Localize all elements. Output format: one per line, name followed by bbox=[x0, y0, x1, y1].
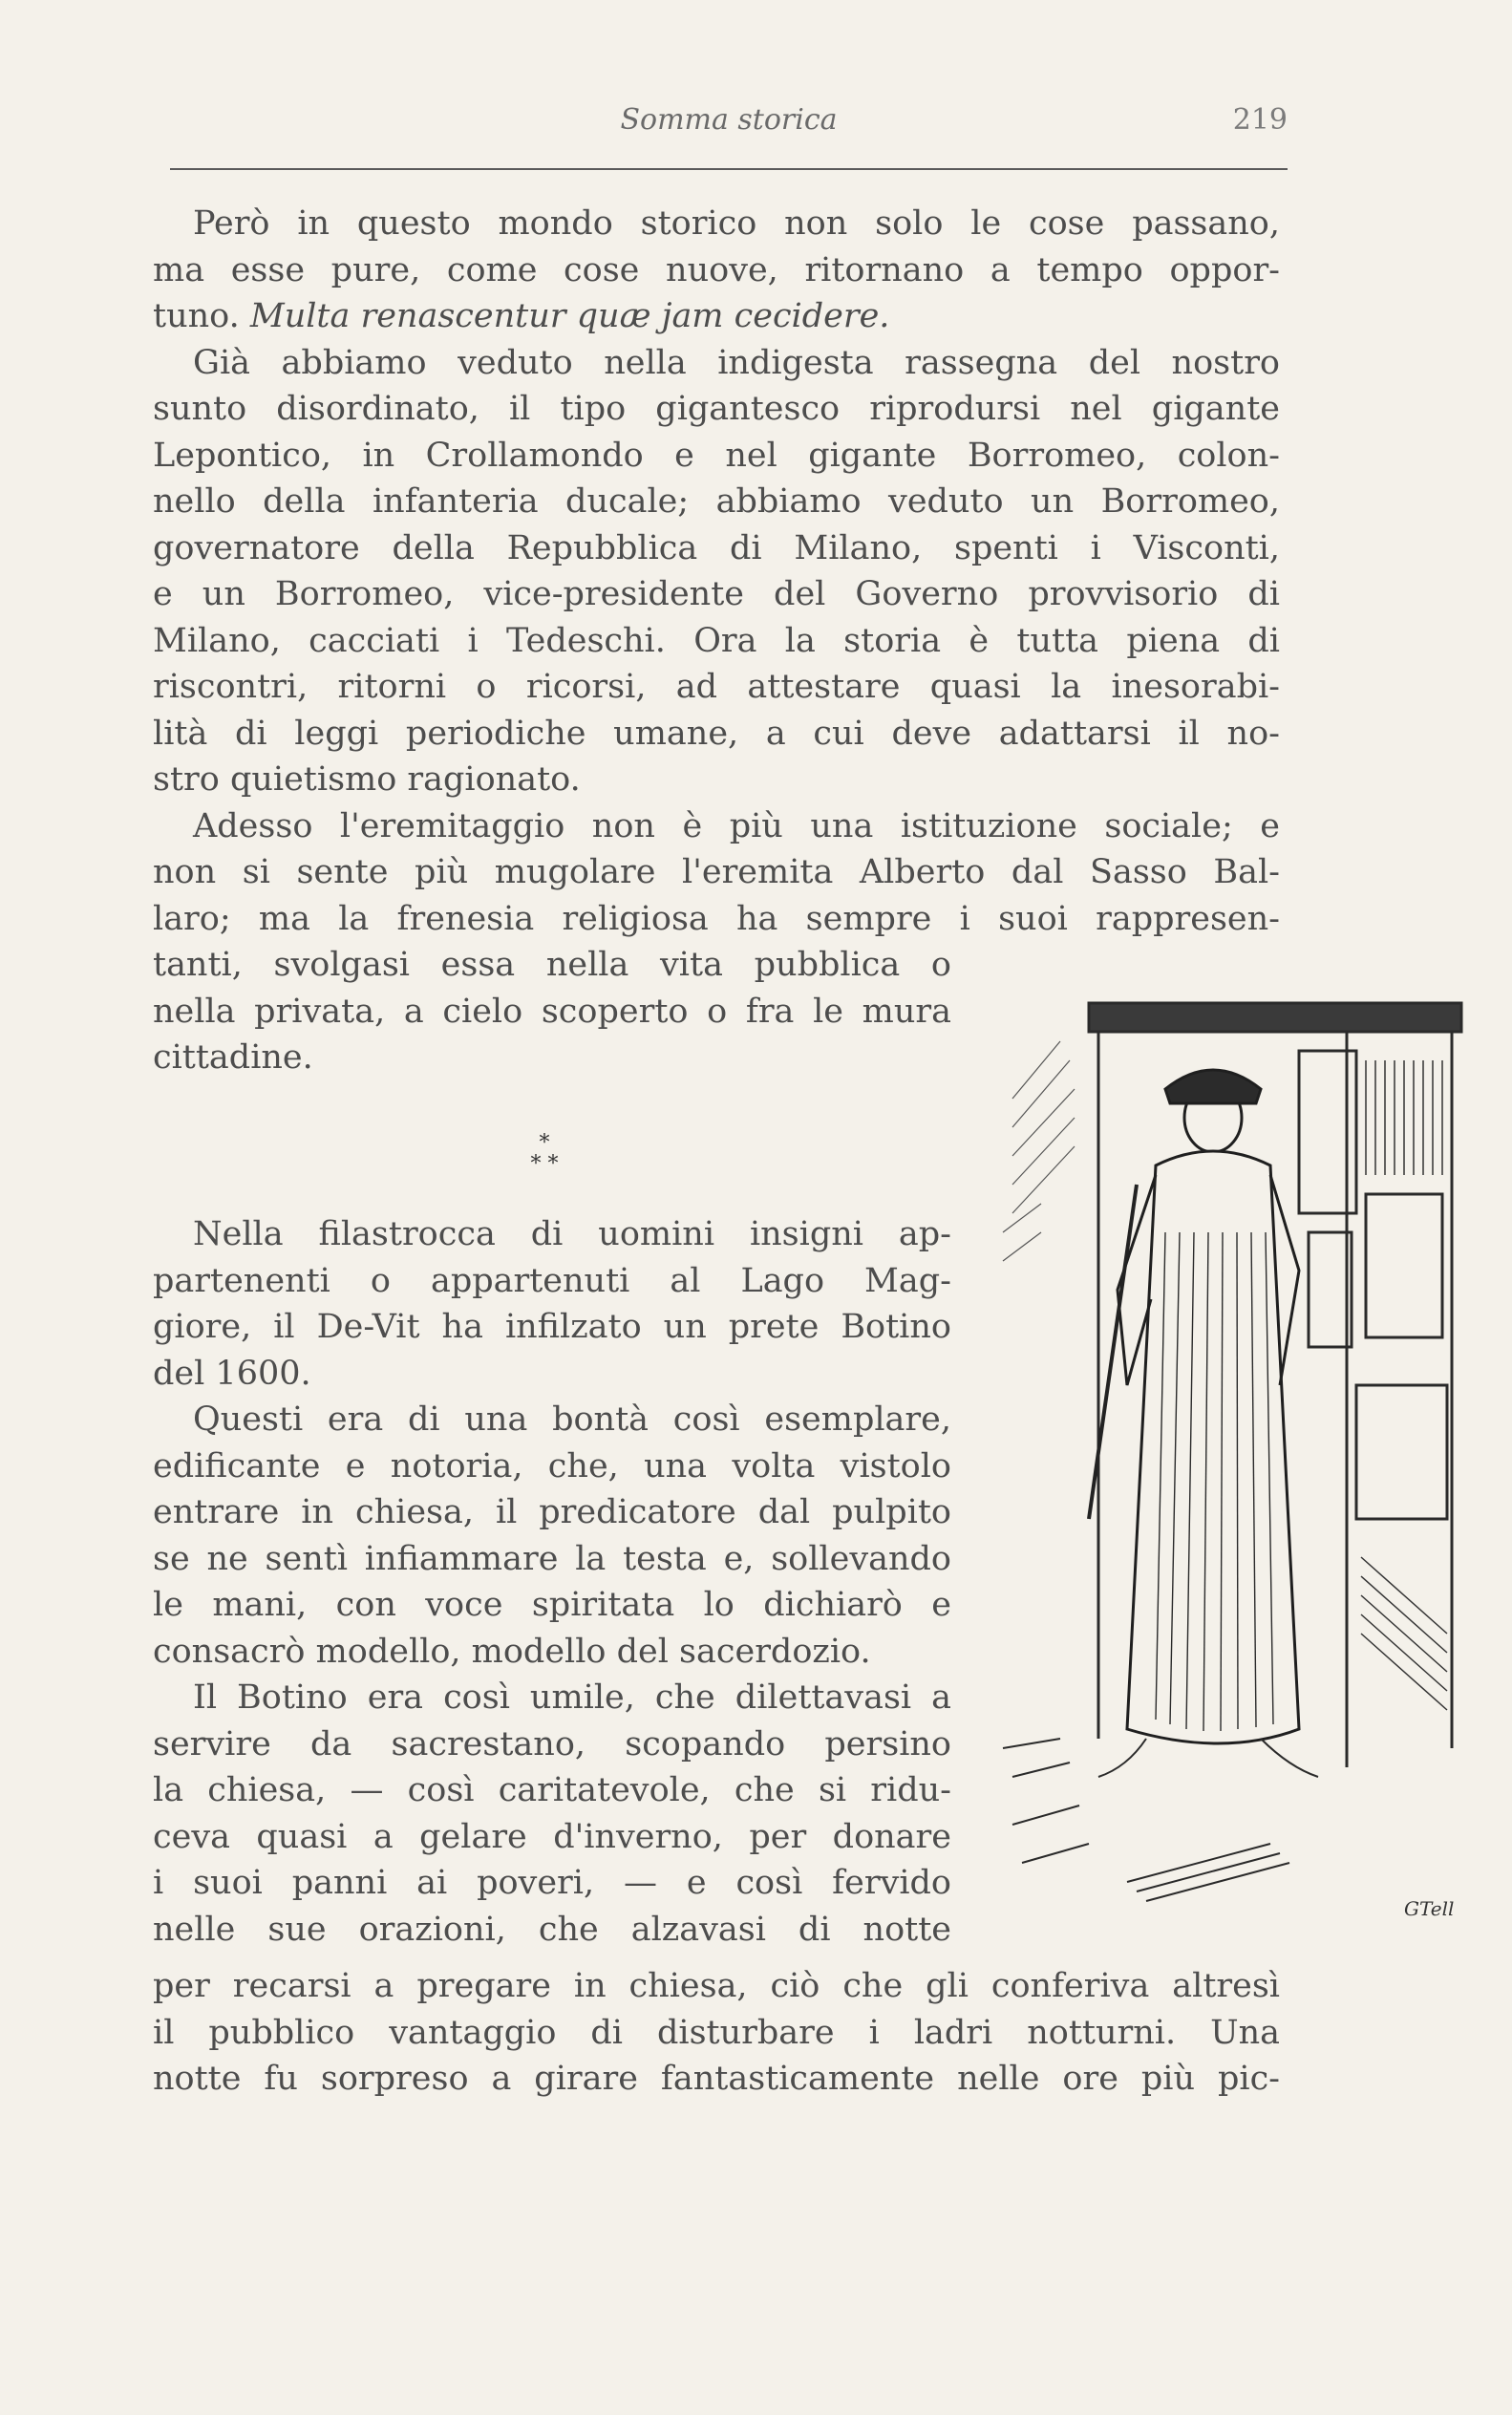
engraving-illustration bbox=[984, 984, 1471, 1939]
text-line: non si sente più mugolare l'eremita Alberto dal Sasso Bal- bbox=[153, 853, 1280, 891]
page-header bbox=[170, 103, 1288, 141]
text-line: le mani, con voce spiritata lo dichiarò e bbox=[153, 1586, 951, 1624]
text-line: per recarsi a pregare in chiesa, ciò che gli conferiva altresì bbox=[153, 1967, 1280, 2005]
text-line: la chiesa, — così caritatevole, che si ridu- bbox=[153, 1771, 951, 1809]
page-number: 219 bbox=[1232, 103, 1288, 137]
text-line: i suoi panni ai poveri, — e così fervido bbox=[153, 1864, 951, 1902]
text-line: governatore della Repubblica di Milano, spenti i Visconti, bbox=[153, 528, 1280, 567]
section-asterism bbox=[497, 1133, 592, 1175]
text-line: entrare in chiesa, il predicatore dal pulpito bbox=[153, 1493, 951, 1531]
asterism-top: * bbox=[539, 1131, 550, 1155]
main-text-upper bbox=[153, 201, 1280, 1081]
header-rule bbox=[170, 168, 1288, 170]
text-line: consacrò modello, modello del sacerdozio. bbox=[153, 1632, 871, 1671]
text-fragment: tuno. bbox=[153, 297, 250, 335]
text-line: Questi era di una bontà così esemplare, bbox=[193, 1400, 951, 1439]
text-line: notte fu sorpreso a girare fantasticamente nelle ore più pic- bbox=[153, 2060, 1280, 2098]
text-line: stro quietismo ragionato. bbox=[153, 760, 581, 799]
main-text-tail bbox=[153, 1963, 1280, 2103]
text-line bbox=[153, 293, 1280, 340]
priest-in-doorway-engraving bbox=[984, 984, 1471, 1939]
text-line: Lepontico, in Crollamondo e nel gigante Borromeo, colon- bbox=[153, 436, 1280, 475]
latin-quote: Multa renascentur quæ jam cecidere. bbox=[249, 297, 890, 335]
text-line: Il Botino era così umile, che dilettavasi a bbox=[193, 1678, 951, 1717]
text-line: nello della infanteria ducale; abbiamo veduto un Borromeo, bbox=[153, 482, 1280, 521]
engraver-signature: GTell bbox=[1404, 1897, 1455, 1920]
text-line: e un Borromeo, vice-presidente del Governo provvisorio di bbox=[153, 575, 1280, 613]
text-line: Però in questo mondo storico non solo le cose passano, bbox=[193, 204, 1280, 243]
text-line: ma esse pure, come cose nuove, ritornano a tempo oppor- bbox=[153, 250, 1280, 289]
text-line: se ne sentì infiammare la testa e, sollevando bbox=[153, 1539, 951, 1578]
asterism-bottom: * * bbox=[530, 1152, 559, 1176]
text-line: partenenti o appartenuti al Lago Mag- bbox=[153, 1261, 951, 1300]
text-line: Milano, cacciati i Tedeschi. Ora la storia è tutta piena di bbox=[153, 621, 1280, 660]
text-line: cittadine. bbox=[153, 1038, 313, 1077]
main-text-lower bbox=[153, 1211, 951, 1953]
text-line: edificante e notoria, che, una volta vistolo bbox=[153, 1446, 951, 1485]
text-line: tanti, svolgasi essa nella vita pubblica o bbox=[153, 946, 951, 984]
text-line: riscontri, ritorni o ricorsi, ad attestare quasi la inesorabi- bbox=[153, 668, 1280, 706]
text-line: Adesso l'eremitaggio non è più una istituzione sociale; e bbox=[193, 806, 1280, 845]
text-line: il pubblico vantaggio di disturbare i ladri notturni. Una bbox=[153, 2013, 1280, 2052]
text-line: sunto disordinato, il tipo gigantesco riprodursi nel gigante bbox=[153, 390, 1280, 428]
text-line: ceva quasi a gelare d'inverno, per donare bbox=[153, 1817, 951, 1856]
running-title: Somma storica bbox=[620, 103, 838, 137]
text-line: lità di leggi periodiche umane, a cui deve adattarsi il no- bbox=[153, 714, 1280, 753]
text-line: giore, il De-Vit ha infilzato un prete Botino bbox=[153, 1308, 951, 1346]
text-line: del 1600. bbox=[153, 1354, 311, 1393]
text-line: Nella filastrocca di uomini insigni ap- bbox=[193, 1215, 951, 1253]
text-line: nella privata, a cielo scoperto o fra le mura bbox=[153, 992, 951, 1031]
text-line: Già abbiamo veduto nella indigesta rassegna del nostro bbox=[193, 343, 1280, 382]
text-line: nelle sue orazioni, che alzavasi di notte bbox=[153, 1910, 951, 1949]
text-line: laro; ma la frenesia religiosa ha sempre i suoi rappresen- bbox=[153, 899, 1280, 938]
text-line: servire da sacrestano, scopando persino bbox=[153, 1724, 951, 1763]
